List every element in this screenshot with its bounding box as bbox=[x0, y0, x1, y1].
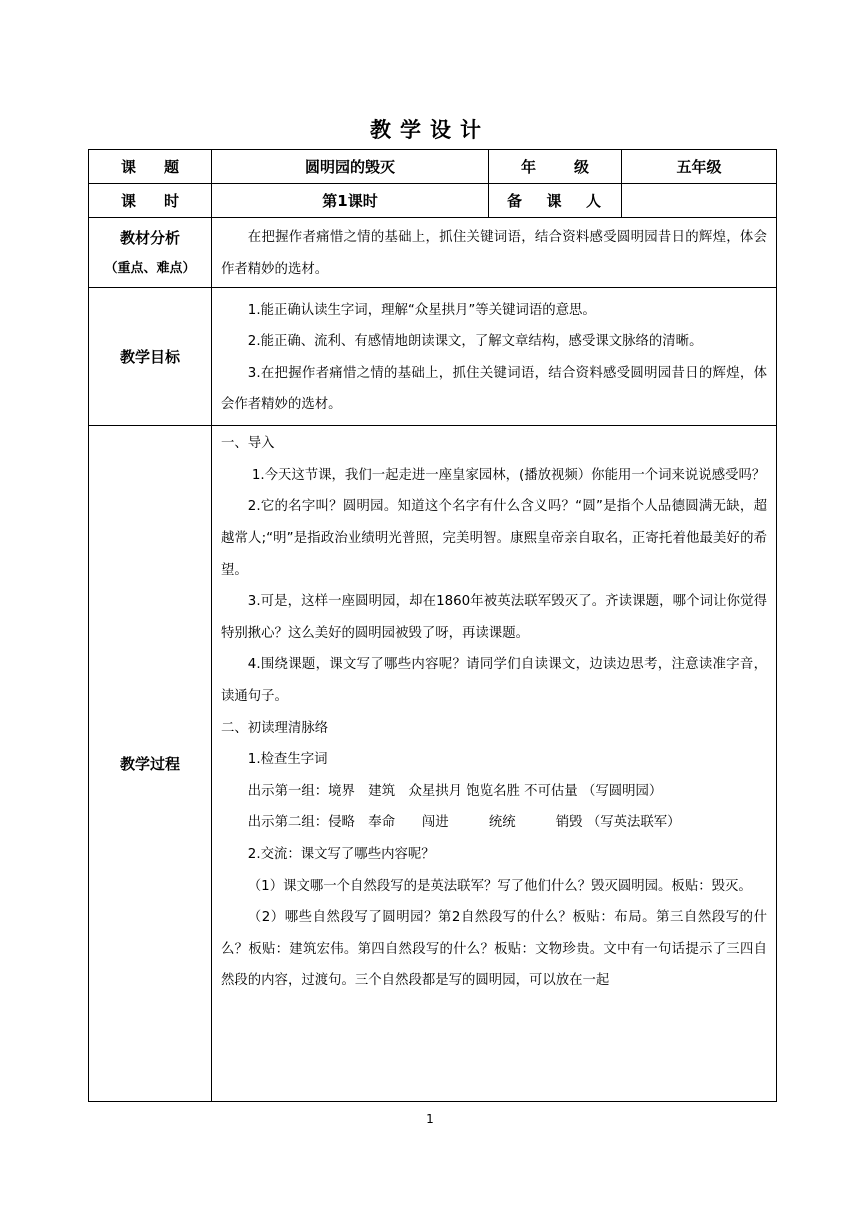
analysis-label: 教材分析 bbox=[119, 228, 180, 247]
process-label: 教学过程 bbox=[89, 426, 212, 1102]
process-content bbox=[212, 426, 777, 1102]
goal-item: 3.在把握作者痛惜之情的基础上，抓住关键词语，结合资料感受圆明园昔日的辉煌，体会作者精妙的选材。 bbox=[221, 365, 767, 413]
process-paragraph: 出示第一组：境界 建筑 众星拱月 饱览名胜 不可估量 （写圆明园） bbox=[247, 783, 663, 799]
page-number: 1 bbox=[426, 1112, 434, 1126]
analysis-text: 在把握作者痛惜之情的基础上，抓住关键词语，结合资料感受圆明园昔日的辉煌，体会作者精妙的选材。 bbox=[221, 230, 767, 277]
process-paragraph: 出示第二组：侵略 奉命 闯进 统统 销毁 （写英法联军） bbox=[247, 815, 681, 831]
row-period bbox=[89, 184, 777, 218]
process-paragraph: 2.交流：课文写了哪些内容呢？ bbox=[247, 846, 435, 862]
row-topic bbox=[89, 150, 777, 184]
process-paragraph: 4.围绕课题，课文写了哪些内容呢？请同学们自读课文，边读边思考，注意读准字音，读通句子。 bbox=[221, 657, 767, 704]
grade-value: 五年级 bbox=[622, 150, 777, 184]
topic-label: 课 题 bbox=[121, 158, 179, 176]
teacher-label: 备 课 人 bbox=[507, 192, 601, 210]
document-title: 教学设计 bbox=[370, 118, 490, 142]
process-paragraph: 3.可是，这样一座圆明园，却在1860年被英法联军毁灭了。齐读课题，哪个词让你觉得特别揪心？这么美好的圆明园被毁了呀，再读课题。 bbox=[221, 594, 767, 641]
analysis-sublabel: （重点、难点） bbox=[104, 260, 196, 276]
row-goals bbox=[89, 288, 777, 426]
analysis-label-cell bbox=[89, 218, 212, 288]
section-heading: 二、初读理清脉络 bbox=[221, 720, 329, 736]
teacher-label-cell bbox=[489, 184, 622, 218]
period-label-cell bbox=[89, 184, 212, 218]
process-paragraph: （2）哪些自然段写了圆明园？第2自然段写的什么？板贴：布局。第三自然段写的什么？板贴：建筑宏伟。第四自然段写的什么？板贴：文物珍贵。文中有一句话提示了三四自然段的内容，过渡句。三个自然段都是写的圆明园，可以放在一起 bbox=[221, 910, 767, 989]
row-process bbox=[89, 426, 777, 1102]
process-paragraph: （1）课文哪一个自然段写的是英法联军？写了他们什么？毁灭圆明园。板贴：毁灭。 bbox=[247, 878, 752, 894]
grade-label: 年 级 bbox=[521, 158, 589, 176]
goals-content bbox=[212, 288, 777, 426]
goal-item: 2.能正确、流利、有感情地朗读课文，了解文章结构，感受课文脉络的清晰。 bbox=[247, 334, 703, 350]
topic-value: 圆明园的毁灭 bbox=[212, 150, 489, 184]
teacher-value bbox=[622, 184, 777, 218]
goal-item: 1.能正确认读生字词，理解“众星拱月”等关键词语的意思。 bbox=[247, 302, 596, 318]
process-paragraph: 2.它的名字叫？圆明园。知道这个名字有什么含义吗？“圆”是指个人品德圆满无缺，超越常人;“明”是指政治业绩明光普照，完美明智。康熙皇帝亲自取名，正寄托着他最美好的希望。 bbox=[221, 499, 767, 578]
period-value: 第1课时 bbox=[212, 184, 489, 218]
topic-label-cell bbox=[89, 150, 212, 184]
process-paragraph: 1.检查生字词 bbox=[247, 752, 328, 768]
period-label: 课 时 bbox=[121, 192, 179, 210]
row-analysis bbox=[89, 218, 777, 288]
process-paragraph: 1.今天这节课，我们一起走进一座皇家园林，(播放视频）你能用一个词来说说感受吗？ bbox=[251, 467, 766, 483]
grade-label-cell bbox=[489, 150, 622, 184]
goals-label: 教学目标 bbox=[89, 288, 212, 426]
lesson-plan-table bbox=[88, 149, 777, 1102]
section-heading: 一、导入 bbox=[221, 436, 275, 452]
analysis-content bbox=[212, 218, 777, 288]
